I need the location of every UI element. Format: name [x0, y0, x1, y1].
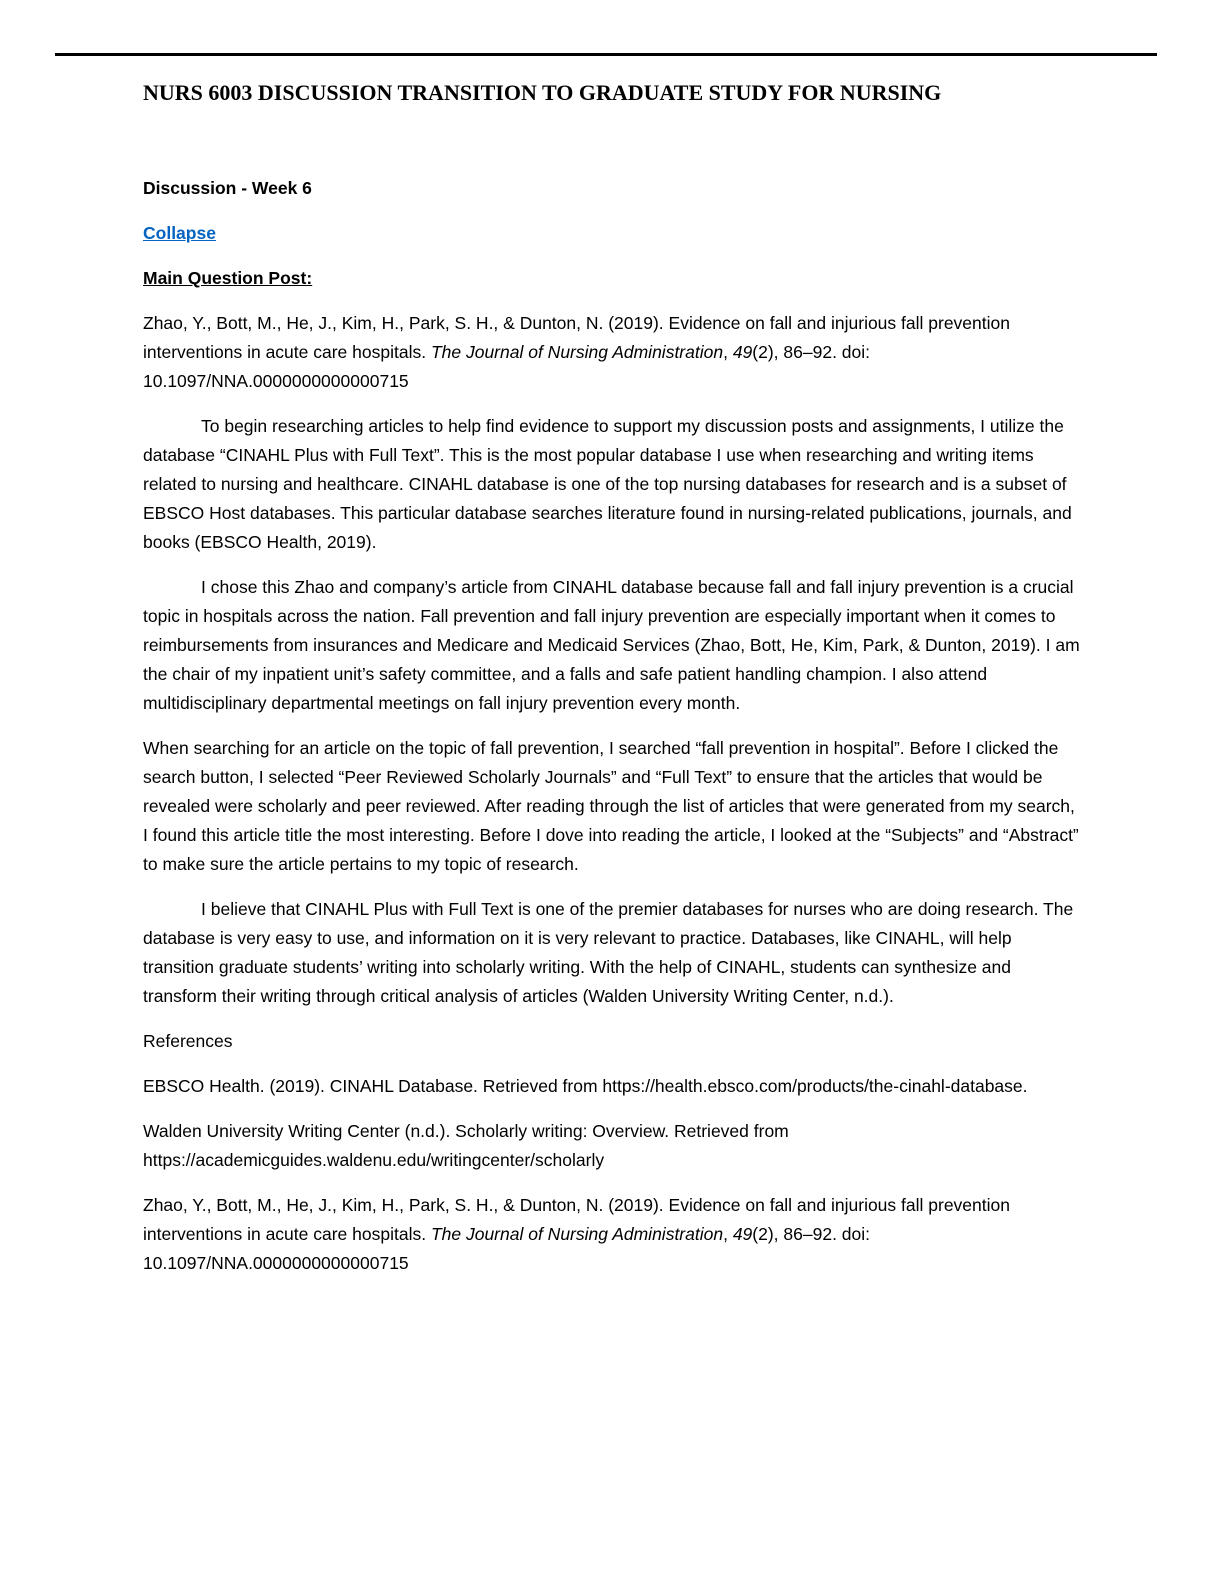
document-title: NURS 6003 DISCUSSION TRANSITION TO GRADUATE STUDY FOR NURSING	[143, 80, 942, 105]
reference-item-walden: Walden University Writing Center (n.d.). Scholarly writing: Overview. Retrieved from https://academicguides.waldenu.edu/writingcenter/scholarly	[143, 1121, 789, 1170]
body-paragraph-2: I chose this Zhao and company’s article from CINAHL database because fall and fall injury prevention is a crucial topic in hospitals across the nation. Fall prevention and fall injury prevention are especially important when it comes to reimbursements from insurances and Medicare and Medicaid Services (Zhao, Bott, He, Kim, Park, & Dunton, 2019). I am the chair of my inpatient unit’s safety committee, and a falls and safe patient handling champion. I also attend multidisciplinary departmental meetings on fall injury prevention every month.	[143, 577, 1080, 713]
top-horizontal-rule	[55, 53, 1157, 56]
body-paragraph-3: When searching for an article on the topic of fall prevention, I searched “fall prevention in hospital”. Before I clicked the search button, I selected “Peer Reviewed Scholarly Journals” and “Full Text” to ensure that the articles that would be revealed were scholarly and peer reviewed. After reading through the list of articles that were generated from my search, I found this article title the most interesting. Before I dove into reading the article, I looked at the “Subjects” and “Abstract” to make sure the article pertains to my topic of research.	[143, 738, 1079, 874]
collapse-row	[143, 219, 1083, 248]
reference-item-ebsco: EBSCO Health. (2019). CINAHL Database. Retrieved from https://health.ebsco.com/products/the-cinahl-database.	[143, 1076, 1028, 1096]
reference-item-zhao	[143, 1191, 1083, 1278]
citation-issue-pages-doi: (2), 86–92. doi: 10.1097/NNA.0000000000000715	[143, 342, 871, 391]
citation-text: Zhao, Y., Bott, M., He, J., Kim, H., Park, S. H., & Dunton, N. (2019). Evidence on fall and injurious fall prevention interventions in acute care hospitals.	[143, 313, 1010, 362]
main-question-label: Main Question Post:	[143, 268, 313, 288]
document-body	[143, 174, 1083, 1294]
reference-zhao-sep: ,	[723, 1224, 733, 1244]
references-heading: References	[143, 1031, 233, 1051]
citation-journal: The Journal of Nursing Administration	[430, 342, 724, 362]
collapse-link[interactable]: Collapse	[143, 223, 216, 243]
reference-zhao-text: Zhao, Y., Bott, M., He, J., Kim, H., Park, S. H., & Dunton, N. (2019). Evidence on fall and injurious fall prevention interventions in acute care hospitals.	[143, 1195, 1010, 1244]
citation-top	[143, 309, 1083, 396]
reference-zhao-issue-pages-doi: (2), 86–92. doi: 10.1097/NNA.0000000000000715	[143, 1224, 871, 1273]
body-paragraph-4: I believe that CINAHL Plus with Full Text is one of the premier databases for nurses who are doing research. The database is very easy to use, and information on it is very relevant to practice. Databases, like CINAHL, will help transition graduate students’ writing into scholarly writing. With the help of CINAHL, students can synthesize and transform their writing through critical analysis of articles (Walden University Writing Center, n.d.).	[143, 899, 1074, 1006]
citation-volume: 49	[732, 342, 753, 362]
reference-zhao-volume: 49	[732, 1224, 753, 1244]
discussion-heading: Discussion - Week 6	[143, 178, 312, 198]
citation-sep: ,	[723, 342, 733, 362]
body-paragraph-1: To begin researching articles to help find evidence to support my discussion posts and assignments, I utilize the database “CINAHL Plus with Full Text”. This is the most popular database I use when researching and writing items related to nursing and healthcare. CINAHL database is one of the top nursing databases for research and is a subset of EBSCO Host databases. This particular database searches literature found in nursing-related publications, journals, and books (EBSCO Health, 2019).	[143, 416, 1072, 552]
reference-zhao-journal: The Journal of Nursing Administration	[430, 1224, 724, 1244]
